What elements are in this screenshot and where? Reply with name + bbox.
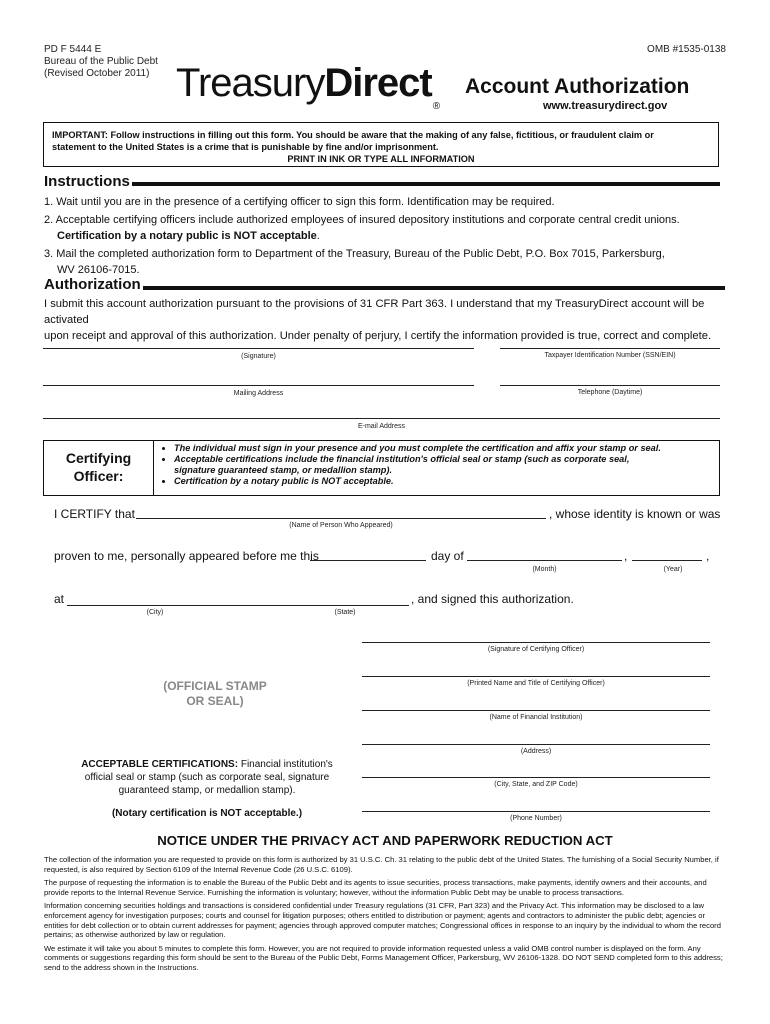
- form-number: PD F 5444 E: [44, 44, 102, 55]
- authorization-text-2: upon receipt and approval of this authorization. Under penalty of perjury, I certify the information provided is true, correct and complete.: [44, 330, 712, 342]
- stamp-label-2: OR SEAL): [186, 694, 244, 708]
- acceptable-certifications-note: [62, 758, 352, 797]
- registered-mark: ®: [432, 101, 440, 112]
- certifying-officer-label: [44, 441, 154, 495]
- month-field[interactable]: [467, 560, 622, 561]
- year-field[interactable]: [632, 560, 702, 561]
- officer-signature-caption: (Signature of Certifying Officer): [487, 646, 585, 653]
- accept-bold: ACCEPTABLE CERTIFICATIONS:: [81, 759, 239, 770]
- signed-text: , and signed this authorization.: [411, 592, 574, 606]
- official-stamp-area: [135, 679, 295, 709]
- address-caption: (Address): [520, 748, 552, 755]
- form-header-info: [44, 44, 158, 80]
- authorization-statement: [44, 296, 734, 344]
- bullet-2-line-2: signature guaranteed stamp, or medallion stamp).: [174, 465, 392, 475]
- mailing-address-field[interactable]: [43, 385, 474, 386]
- certifying-label-1: Certifying: [65, 450, 132, 466]
- certifying-bullet-3: • Certification by a notary public is NOT acceptable.: [174, 476, 719, 487]
- authorization-text-1: I submit this account authorization pursuant to the provisions of 31 CFR Part 363. I understand that my TreasuryDirect account will be activated: [44, 298, 705, 326]
- signature-field[interactable]: [43, 348, 474, 349]
- certifying-bullet-1: • The individual must sign in your presence and you must complete the certification and affix your stamp or seal.: [174, 443, 719, 454]
- officer-signature-field[interactable]: [362, 642, 710, 643]
- notice-paragraph-1: The collection of the information you are requested to provide on this form is authorized by 31 U.S.C. Ch. 31 relating to the public debt of the United States. The furnishing of a Social Security Number, if requested, is also required by Section 6109 of the Internal Revenue Code (26 U.S.C. 6109).: [44, 855, 719, 874]
- year-caption: (Year): [663, 566, 683, 573]
- stamp-label-1: (OFFICIAL STAMP: [163, 679, 267, 693]
- notary-note: (Notary certification is NOT acceptable.): [111, 808, 303, 819]
- city-state-zip-caption: (City, State, and ZIP Code): [494, 781, 578, 788]
- printed-name-field[interactable]: [362, 676, 710, 677]
- logo-bold-text: Direct: [324, 61, 432, 105]
- instruction-1: 1. Wait until you are in the presence of a certifying officer to sign this form. Identification may be required.: [44, 196, 555, 208]
- address-field[interactable]: [362, 744, 710, 745]
- certifying-officer-box: [43, 440, 720, 496]
- state-caption: (State): [334, 609, 356, 616]
- month-caption: (Month): [532, 566, 557, 573]
- comma-2: ,: [706, 549, 710, 563]
- email-caption: E-mail Address: [357, 423, 406, 430]
- revision-date: (Revised October 2011): [44, 68, 150, 79]
- comma-1: ,: [624, 549, 628, 563]
- city-state-zip-field[interactable]: [362, 777, 710, 778]
- treasurydirect-logo: [176, 60, 440, 112]
- instructions-list: [44, 194, 734, 280]
- accept-rest: Financial institution's: [238, 759, 333, 770]
- at-text: at: [54, 592, 65, 606]
- phone-number-caption: (Phone Number): [510, 815, 562, 822]
- instruction-3: 3. Mail the completed authorization form to Department of the Treasury, Bureau of the Public Debt, P.O. Box 7015, Parkersburg,: [44, 248, 665, 260]
- authorization-rule: [143, 286, 725, 290]
- certifying-bullets: [162, 443, 719, 487]
- instructions-rule: [132, 182, 720, 186]
- instructions-heading: Instructions: [44, 173, 130, 190]
- day-field[interactable]: [310, 560, 426, 561]
- certifying-label-2: Officer:: [73, 468, 124, 484]
- tin-caption: Taxpayer Identification Number (SSN/EIN): [544, 352, 676, 359]
- whose-identity-text: , whose identity is known or was: [549, 507, 721, 521]
- notice-paragraph-2: The purpose of requesting the information is to enable the Bureau of the Public Debt and its agents to issue securities, process transactions, make payments, identify owners and their accounts, and provide reports to the Internal Revenue Service. Furnishing the information is voluntary; however, without the information Public Debt may be unable to process transactions.: [44, 878, 707, 897]
- tin-field[interactable]: [500, 348, 720, 349]
- bullet-2-line-1: Acceptable certifications include the financial institution's official seal or stamp (such as corporate seal,: [174, 454, 630, 464]
- city-state-field[interactable]: [67, 605, 409, 606]
- email-field[interactable]: [43, 418, 720, 419]
- instruction-3-cont: WV 26106-7015.: [57, 264, 140, 276]
- notary-not-acceptable-note: Certification by a notary public is NOT acceptable: [57, 230, 317, 242]
- certify-that-label: I CERTIFY that: [54, 507, 135, 521]
- important-line-1: IMPORTANT: Follow instructions in filling out this form. You should be aware that the making of any false, fictitious, or fraudulent claim or: [52, 130, 654, 140]
- notice-paragraph-4: We estimate it will take you about 5 minutes to complete this form. However, you are not required to provide information requested unless a valid OMB control number is displayed on the form. Any comments or suggestions regarding this form should be sent to the Bureau of the Public Debt, Forms Management Officer, Parkersburg, WV 26106-1328. DO NOT SEND completed form to this address; send to the address shown in the Instructions.: [44, 943, 723, 972]
- signature-caption: (Signature): [241, 353, 276, 360]
- privacy-notice: [44, 855, 726, 977]
- form-title: Account Authorization: [465, 75, 690, 98]
- person-name-field[interactable]: [136, 518, 546, 519]
- important-notice-box: [43, 122, 719, 167]
- proven-text: proven to me, personally appeared before me this: [54, 549, 319, 563]
- logo-light-text: Treasury: [176, 61, 325, 105]
- mailing-address-caption: Mailing Address: [233, 390, 284, 397]
- accept-line-3: guaranteed stamp, or medallion stamp).: [118, 785, 296, 796]
- notice-title: NOTICE UNDER THE PRIVACY ACT AND PAPERWORK REDUCTION ACT: [157, 833, 613, 848]
- printed-name-caption: (Printed Name and Title of Certifying Officer): [467, 680, 605, 687]
- omb-number: OMB #1535-0138: [647, 44, 726, 55]
- financial-institution-field[interactable]: [362, 710, 710, 711]
- certifying-bullet-2: [174, 454, 719, 476]
- instruction-2-note: Certification by a notary public is NOT acceptable.: [57, 230, 320, 242]
- website-url: www.treasurydirect.gov: [543, 100, 668, 112]
- telephone-field[interactable]: [500, 385, 720, 386]
- important-line-2: statement to the United States is a crime that is punishable by fine and/or imprisonment.: [52, 142, 439, 152]
- financial-institution-caption: (Name of Financial Institution): [489, 714, 583, 721]
- agency-name: Bureau of the Public Debt: [44, 56, 158, 67]
- telephone-caption: Telephone (Daytime): [577, 389, 643, 396]
- authorization-heading: Authorization: [44, 276, 141, 293]
- day-of-text: day of: [431, 549, 464, 563]
- print-in-ink-note: PRINT IN INK OR TYPE ALL INFORMATION: [287, 154, 475, 164]
- phone-number-field[interactable]: [362, 811, 710, 812]
- instruction-2: 2. Acceptable certifying officers include authorized employees of insured depository institutions and corporate central credit unions.: [44, 214, 680, 226]
- person-name-caption: (Name of Person Who Appeared): [289, 522, 393, 529]
- notice-paragraph-3: Information concerning securities holdings and transactions is considered confidential under Treasury regulations (31 CFR, Part 323) and the Privacy Act. This information may be disclosed to a law enforcement agency for investigation purposes; courts and counsel for litigation purposes; others entitled to distribution or payment; agents and contractors to administer the public debt; agencies or entities for debt collection or to obtain current addresses for payment; agencies through approved computer matches; Congressional offices in response to an inquiry by the individual to whom the record pertains; as otherwise authorized by law or regulation.: [44, 901, 721, 940]
- accept-line-1: [62, 758, 352, 771]
- city-caption: (City): [146, 609, 164, 616]
- accept-line-2: official seal or stamp (such as corporate seal, signature: [84, 772, 330, 783]
